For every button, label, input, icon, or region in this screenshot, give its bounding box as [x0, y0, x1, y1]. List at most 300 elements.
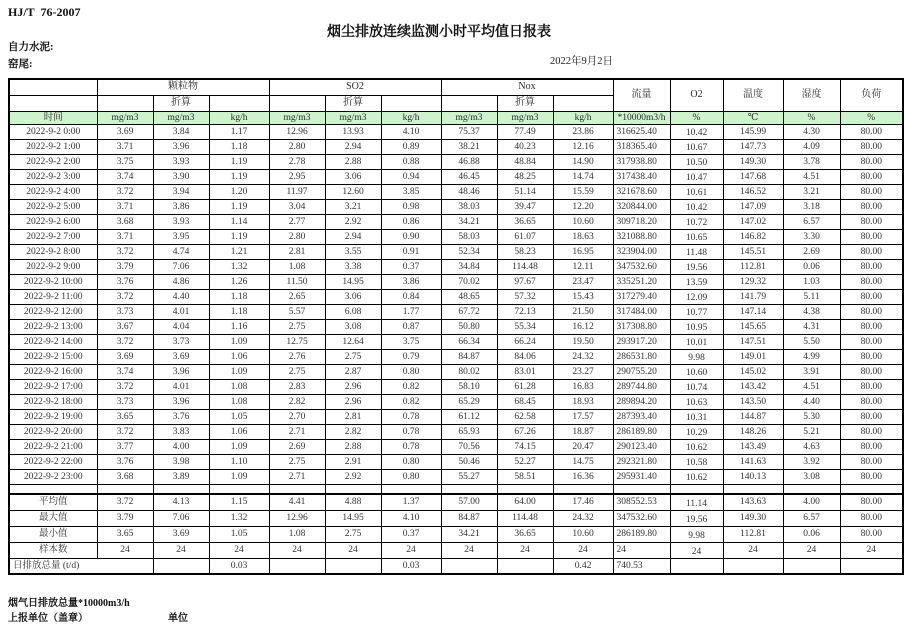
value-cell: 114.48 — [497, 259, 553, 274]
value-cell: 0.78 — [381, 424, 441, 439]
value-cell: 34.84 — [441, 259, 497, 274]
value-cell: 24.32 — [553, 349, 613, 364]
blank-cell — [269, 484, 325, 494]
value-cell: 24 — [723, 542, 783, 558]
blank-cell — [9, 484, 97, 494]
value-cell: 80.00 — [840, 424, 903, 439]
value-cell: 21.50 — [553, 304, 613, 319]
blank-cell — [381, 484, 441, 494]
value-cell: 3.30 — [783, 229, 840, 244]
value-cell: 3.72 — [97, 244, 153, 259]
value-cell: 1.20 — [209, 184, 269, 199]
value-cell: 3.38 — [325, 259, 381, 274]
value-cell: 3.89 — [153, 469, 209, 484]
value-cell: 2.96 — [325, 379, 381, 394]
time-cell: 2022-9-2 0:00 — [9, 124, 97, 139]
col-header-temperature: 温度 — [723, 79, 783, 111]
value-cell: 12.60 — [325, 184, 381, 199]
value-cell: 3.73 — [97, 394, 153, 409]
value-cell: 2.81 — [325, 409, 381, 424]
value-cell: 80.00 — [840, 229, 903, 244]
summary-row — [9, 494, 903, 510]
value-cell: 9.98 — [670, 526, 723, 542]
value-cell: 0.79 — [381, 349, 441, 364]
value-cell: 3.79 — [97, 510, 153, 526]
value-cell: 16.36 — [553, 469, 613, 484]
value-cell: 3.21 — [325, 199, 381, 214]
value-cell: 0.82 — [381, 379, 441, 394]
value-cell: 1.15 — [209, 494, 269, 510]
value-cell: 1.05 — [209, 526, 269, 542]
value-cell: 40.23 — [497, 139, 553, 154]
value-cell: 10.60 — [553, 214, 613, 229]
value-cell: 0.89 — [381, 139, 441, 154]
value-cell: 67.72 — [441, 304, 497, 319]
value-cell: 0.42 — [553, 558, 613, 574]
unit-label: 单位 — [168, 613, 188, 624]
value-cell: 2.69 — [783, 244, 840, 259]
value-cell: 14.74 — [553, 169, 613, 184]
value-cell: 143.49 — [723, 439, 783, 454]
value-cell — [840, 558, 903, 574]
blank-cell — [613, 484, 670, 494]
value-cell: 18.93 — [553, 394, 613, 409]
value-cell: 3.72 — [97, 424, 153, 439]
value-cell: 335251.20 — [613, 274, 670, 289]
time-cell: 2022-9-2 16:00 — [9, 364, 97, 379]
value-cell: 287393.40 — [613, 409, 670, 424]
value-cell: 24 — [381, 542, 441, 558]
value-cell: 80.00 — [840, 184, 903, 199]
value-cell: 3.90 — [153, 169, 209, 184]
value-cell: 4.88 — [325, 494, 381, 510]
value-cell: 1.19 — [209, 169, 269, 184]
value-cell: 18.63 — [553, 229, 613, 244]
value-cell: 67.26 — [497, 424, 553, 439]
value-cell: 1.10 — [209, 454, 269, 469]
subheader-pm-converted: 折算 — [153, 95, 209, 111]
value-cell: 80.00 — [840, 259, 903, 274]
value-cell: 0.80 — [381, 364, 441, 379]
value-cell: 2.71 — [269, 469, 325, 484]
time-cell: 2022-9-2 12:00 — [9, 304, 97, 319]
value-cell: 2.69 — [269, 439, 325, 454]
value-cell: 147.51 — [723, 334, 783, 349]
value-cell: 61.12 — [441, 409, 497, 424]
value-cell: 13.93 — [325, 124, 381, 139]
value-cell: 146.52 — [723, 184, 783, 199]
value-cell: 24 — [783, 542, 840, 558]
col-group-pm: 颗粒物 — [97, 79, 269, 95]
value-cell: 3.77 — [97, 439, 153, 454]
value-cell: 55.34 — [497, 319, 553, 334]
value-cell: 3.71 — [97, 139, 153, 154]
value-cell: 80.02 — [441, 364, 497, 379]
value-cell: 52.27 — [497, 454, 553, 469]
value-cell: 75.37 — [441, 124, 497, 139]
value-cell: 10.62 — [670, 469, 723, 484]
value-cell: 1.19 — [209, 154, 269, 169]
time-cell: 2022-9-2 9:00 — [9, 259, 97, 274]
value-cell: 1.08 — [209, 379, 269, 394]
value-cell: 5.57 — [269, 304, 325, 319]
value-cell: 57.32 — [497, 289, 553, 304]
value-cell — [723, 558, 783, 574]
value-cell: 143.42 — [723, 379, 783, 394]
value-cell: 2.75 — [325, 349, 381, 364]
time-cell: 2022-9-2 23:00 — [9, 469, 97, 484]
hourly-data-row — [9, 274, 903, 289]
value-cell: 10.42 — [670, 199, 723, 214]
value-cell: 19.50 — [553, 334, 613, 349]
value-cell: 308552.53 — [613, 494, 670, 510]
value-cell: 1.18 — [209, 289, 269, 304]
value-cell: 147.68 — [723, 169, 783, 184]
value-cell: 12.96 — [269, 510, 325, 526]
value-cell: 61.07 — [497, 229, 553, 244]
value-cell: 317308.80 — [613, 319, 670, 334]
value-cell: 80.00 — [840, 139, 903, 154]
value-cell: 141.63 — [723, 454, 783, 469]
value-cell: 3.08 — [783, 469, 840, 484]
value-cell: 19.56 — [670, 259, 723, 274]
value-cell: 68.45 — [497, 394, 553, 409]
blank-cell — [209, 484, 269, 494]
unit-cell: mg/m3 — [441, 111, 497, 124]
value-cell: 0.37 — [381, 259, 441, 274]
value-cell: 318365.40 — [613, 139, 670, 154]
hourly-data-row — [9, 424, 903, 439]
report-date: 2022年9月2日 — [550, 56, 613, 67]
value-cell: 3.73 — [153, 334, 209, 349]
value-cell: 290123.40 — [613, 439, 670, 454]
value-cell: 48.46 — [441, 184, 497, 199]
unit-cell: mg/m3 — [497, 111, 553, 124]
value-cell: 74.15 — [497, 439, 553, 454]
value-cell: 4.01 — [153, 304, 209, 319]
value-cell: 286189.80 — [613, 526, 670, 542]
company-name: 自力水泥: — [8, 42, 54, 53]
value-cell: 1.37 — [381, 494, 441, 510]
separator-row — [9, 484, 903, 494]
hourly-data-row — [9, 289, 903, 304]
hourly-data-row — [9, 169, 903, 184]
value-cell: 4.13 — [153, 494, 209, 510]
value-cell: 11.50 — [269, 274, 325, 289]
summary-row — [9, 510, 903, 526]
value-cell: 15.59 — [553, 184, 613, 199]
value-cell: 11.48 — [670, 244, 723, 259]
value-cell: 321088.80 — [613, 229, 670, 244]
unit-cell: mg/m3 — [153, 111, 209, 124]
value-cell: 62.58 — [497, 409, 553, 424]
value-cell: 316625.40 — [613, 124, 670, 139]
value-cell: 80.00 — [840, 409, 903, 424]
value-cell: 36.65 — [497, 526, 553, 542]
value-cell: 3.98 — [153, 454, 209, 469]
value-cell: 2.95 — [269, 169, 325, 184]
daily-total-label-cell: 日排放总量 (t/d) — [9, 558, 153, 574]
value-cell: 10.60 — [670, 364, 723, 379]
col-group-so2: SO2 — [269, 79, 441, 95]
value-cell: 147.02 — [723, 214, 783, 229]
value-cell: 2.92 — [325, 469, 381, 484]
value-cell: 24.32 — [553, 510, 613, 526]
value-cell: 55.27 — [441, 469, 497, 484]
hourly-data-row — [9, 349, 903, 364]
time-cell: 2022-9-2 17:00 — [9, 379, 97, 394]
value-cell: 347532.60 — [613, 259, 670, 274]
value-cell: 292321.80 — [613, 454, 670, 469]
value-cell: 10.77 — [670, 304, 723, 319]
value-cell: 2.91 — [325, 454, 381, 469]
time-cell: 2022-9-2 4:00 — [9, 184, 97, 199]
value-cell: 4.51 — [783, 169, 840, 184]
value-cell: 84.87 — [441, 510, 497, 526]
hourly-data-row — [9, 319, 903, 334]
value-cell: 295931.40 — [613, 469, 670, 484]
value-cell: 2.92 — [325, 214, 381, 229]
value-cell: 6.08 — [325, 304, 381, 319]
value-cell: 286531.80 — [613, 349, 670, 364]
value-cell: 97.67 — [497, 274, 553, 289]
unit-cell: *10000m3/h — [613, 111, 670, 124]
hourly-data-row — [9, 364, 903, 379]
time-cell: 2022-9-2 14:00 — [9, 334, 97, 349]
value-cell: 3.94 — [153, 184, 209, 199]
unit-cell: ℃ — [723, 111, 783, 124]
blank-cell — [9, 95, 97, 111]
value-cell: 289894.20 — [613, 394, 670, 409]
value-cell: 2.82 — [269, 394, 325, 409]
time-cell: 2022-9-2 3:00 — [9, 169, 97, 184]
hourly-data-row — [9, 154, 903, 169]
value-cell: 10.67 — [670, 139, 723, 154]
value-cell: 3.67 — [97, 319, 153, 334]
value-cell: 3.96 — [153, 364, 209, 379]
value-cell: 4.01 — [153, 379, 209, 394]
value-cell: 3.69 — [153, 526, 209, 542]
value-cell: 4.74 — [153, 244, 209, 259]
value-cell: 5.30 — [783, 409, 840, 424]
blank-cell — [269, 95, 325, 111]
value-cell: 3.86 — [153, 199, 209, 214]
value-cell: 3.75 — [381, 334, 441, 349]
value-cell: 129.32 — [723, 274, 783, 289]
col-header-humidity: 湿度 — [783, 79, 840, 111]
value-cell: 4.09 — [783, 139, 840, 154]
time-cell: 2022-9-2 6:00 — [9, 214, 97, 229]
value-cell: 52.34 — [441, 244, 497, 259]
hourly-data-row — [9, 139, 903, 154]
value-cell: 1.09 — [209, 439, 269, 454]
value-cell: 1.26 — [209, 274, 269, 289]
value-cell: 80.00 — [840, 169, 903, 184]
value-cell: 1.17 — [209, 124, 269, 139]
value-cell: 149.01 — [723, 349, 783, 364]
value-cell: 10.29 — [670, 424, 723, 439]
value-cell: 3.78 — [783, 154, 840, 169]
value-cell: 141.79 — [723, 289, 783, 304]
time-cell: 2022-9-2 5:00 — [9, 199, 97, 214]
value-cell: 3.71 — [97, 199, 153, 214]
value-cell: 4.00 — [783, 494, 840, 510]
value-cell: 317279.40 — [613, 289, 670, 304]
hourly-data-row — [9, 454, 903, 469]
value-cell: 24 — [269, 542, 325, 558]
value-cell: 1.03 — [783, 274, 840, 289]
unit-cell: % — [670, 111, 723, 124]
value-cell: 3.21 — [783, 184, 840, 199]
value-cell: 145.99 — [723, 124, 783, 139]
value-cell: 0.03 — [381, 558, 441, 574]
value-cell: 3.79 — [97, 259, 153, 274]
time-cell: 2022-9-2 21:00 — [9, 439, 97, 454]
value-cell: 740.53 — [613, 558, 670, 574]
value-cell: 309718.20 — [613, 214, 670, 229]
time-cell: 2022-9-2 18:00 — [9, 394, 97, 409]
value-cell: 3.85 — [381, 184, 441, 199]
value-cell: 80.00 — [840, 394, 903, 409]
time-cell: 2022-9-2 13:00 — [9, 319, 97, 334]
value-cell: 6.57 — [783, 510, 840, 526]
value-cell: 7.06 — [153, 510, 209, 526]
time-cell: 2022-9-2 19:00 — [9, 409, 97, 424]
value-cell: 2.70 — [269, 409, 325, 424]
value-cell: 2.78 — [269, 154, 325, 169]
value-cell: 57.00 — [441, 494, 497, 510]
value-cell: 10.63 — [670, 394, 723, 409]
value-cell: 1.08 — [269, 526, 325, 542]
blank-cell — [381, 95, 441, 111]
hourly-data-row — [9, 124, 903, 139]
value-cell: 1.08 — [209, 394, 269, 409]
col-group-nox: Nox — [441, 79, 613, 95]
value-cell: 18.87 — [553, 424, 613, 439]
hourly-data-row — [9, 199, 903, 214]
value-cell: 24 — [97, 542, 153, 558]
hourly-data-row — [9, 334, 903, 349]
value-cell: 3.74 — [97, 169, 153, 184]
value-cell: 12.75 — [269, 334, 325, 349]
summary-row — [9, 526, 903, 542]
value-cell: 4.30 — [783, 124, 840, 139]
value-cell: 286189.80 — [613, 424, 670, 439]
value-cell: 10.58 — [670, 454, 723, 469]
value-cell: 24 — [209, 542, 269, 558]
value-cell — [269, 558, 325, 574]
value-cell: 2.65 — [269, 289, 325, 304]
monitoring-data-table — [8, 78, 904, 575]
value-cell: 2.75 — [325, 526, 381, 542]
value-cell: 80.00 — [840, 510, 903, 526]
unit-cell: kg/h — [381, 111, 441, 124]
value-cell — [497, 558, 553, 574]
value-cell: 10.42 — [670, 124, 723, 139]
value-cell: 290755.20 — [613, 364, 670, 379]
value-cell: 10.95 — [670, 319, 723, 334]
value-cell: 11.97 — [269, 184, 325, 199]
hourly-data-row — [9, 229, 903, 244]
value-cell: 0.78 — [381, 409, 441, 424]
value-cell: 3.72 — [97, 334, 153, 349]
unit-cell: mg/m3 — [325, 111, 381, 124]
value-cell: 10.60 — [553, 526, 613, 542]
value-cell: 4.99 — [783, 349, 840, 364]
value-cell: 80.00 — [840, 304, 903, 319]
value-cell: 5.50 — [783, 334, 840, 349]
value-cell: 320844.00 — [613, 199, 670, 214]
header-row-groups — [9, 79, 903, 95]
value-cell: 289744.80 — [613, 379, 670, 394]
value-cell: 1.18 — [209, 304, 269, 319]
value-cell: 3.84 — [153, 124, 209, 139]
value-cell: 317438.40 — [613, 169, 670, 184]
value-cell: 3.72 — [97, 379, 153, 394]
value-cell: 6.57 — [783, 214, 840, 229]
value-cell: 4.51 — [783, 379, 840, 394]
value-cell: 11.14 — [670, 494, 723, 510]
value-cell: 317938.80 — [613, 154, 670, 169]
value-cell: 114.48 — [497, 510, 553, 526]
value-cell: 83.01 — [497, 364, 553, 379]
value-cell: 12.16 — [553, 139, 613, 154]
value-cell: 2.87 — [325, 364, 381, 379]
unit-cell: % — [840, 111, 903, 124]
value-cell: 0.80 — [381, 454, 441, 469]
time-cell: 2022-9-2 11:00 — [9, 289, 97, 304]
value-cell: 2.75 — [269, 364, 325, 379]
value-cell: 4.10 — [381, 124, 441, 139]
value-cell: 3.72 — [97, 289, 153, 304]
value-cell: 3.76 — [97, 454, 153, 469]
value-cell — [325, 558, 381, 574]
value-cell: 50.80 — [441, 319, 497, 334]
hourly-data-row — [9, 469, 903, 484]
value-cell: 65.29 — [441, 394, 497, 409]
value-cell: 3.72 — [97, 494, 153, 510]
value-cell: 0.78 — [381, 439, 441, 454]
value-cell: 7.06 — [153, 259, 209, 274]
value-cell: 347532.60 — [613, 510, 670, 526]
value-cell: 46.45 — [441, 169, 497, 184]
value-cell: 12.64 — [325, 334, 381, 349]
value-cell: 147.73 — [723, 139, 783, 154]
value-cell: 0.91 — [381, 244, 441, 259]
value-cell: 4.31 — [783, 319, 840, 334]
value-cell: 0.06 — [783, 526, 840, 542]
value-cell: 48.65 — [441, 289, 497, 304]
value-cell: 0.88 — [381, 154, 441, 169]
value-cell: 10.61 — [670, 184, 723, 199]
value-cell: 1.19 — [209, 229, 269, 244]
value-cell: 24 — [613, 542, 670, 558]
value-cell: 14.75 — [553, 454, 613, 469]
value-cell: 4.38 — [783, 304, 840, 319]
value-cell: 145.51 — [723, 244, 783, 259]
value-cell: 3.91 — [783, 364, 840, 379]
header-row-units — [9, 111, 903, 124]
blank-cell — [723, 484, 783, 494]
value-cell: 46.88 — [441, 154, 497, 169]
subheader-nox-converted: 折算 — [497, 95, 553, 111]
value-cell: 3.65 — [97, 526, 153, 542]
value-cell: 1.14 — [209, 214, 269, 229]
standard-code: HJ/T 76-2007 — [8, 5, 81, 19]
value-cell: 148.26 — [723, 424, 783, 439]
time-cell: 2022-9-2 15:00 — [9, 349, 97, 364]
value-cell: 16.95 — [553, 244, 613, 259]
